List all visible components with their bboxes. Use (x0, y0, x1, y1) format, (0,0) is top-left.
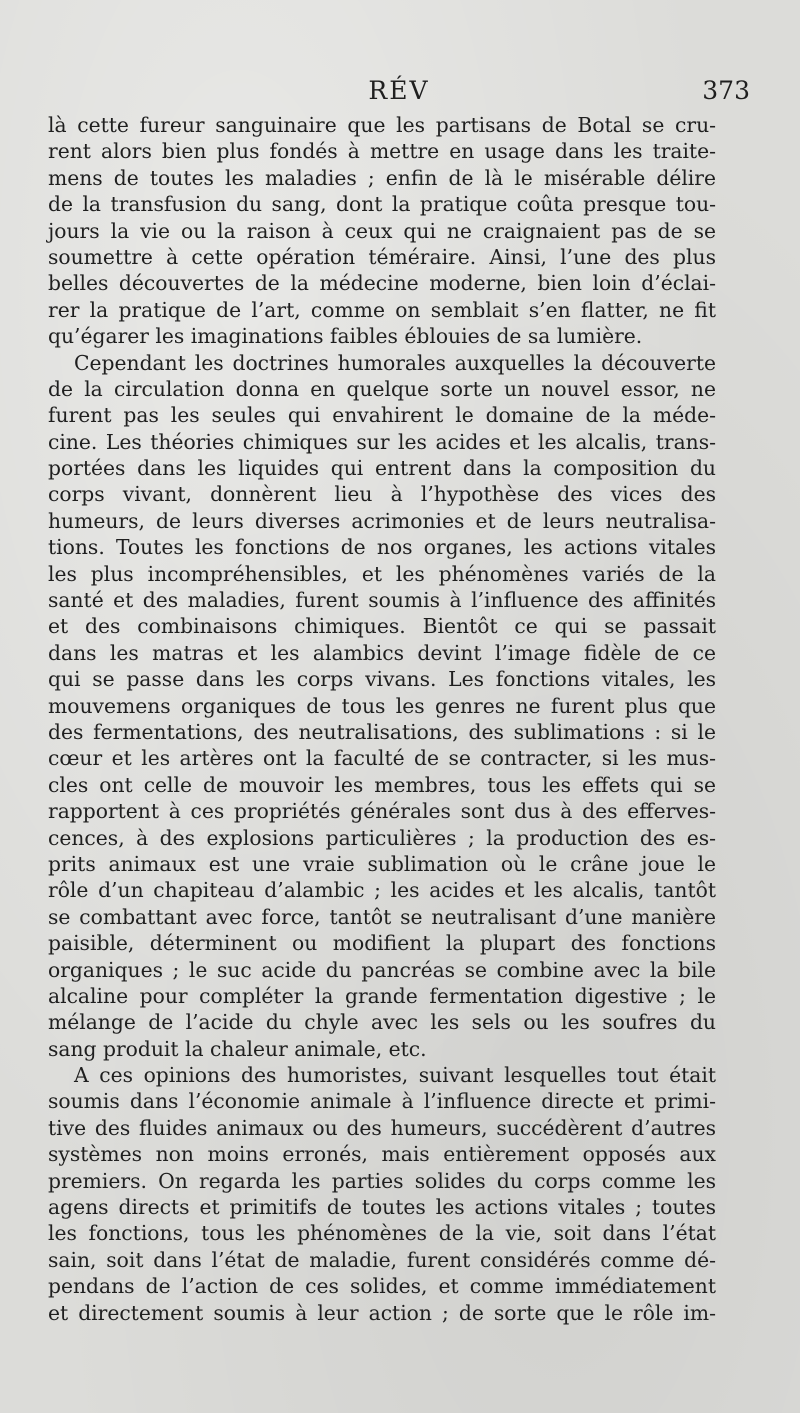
text-line: rent alors bien plus fondés à mettre en usage dans les traite- (48, 139, 716, 164)
text-line: humeurs, de leurs diverses acrimonies et de leurs neutralisa- (48, 508, 716, 533)
text-line: qu’égarer les imaginations faibles éblouies de sa lumière. (48, 324, 643, 349)
text-line: soumettre à cette opération téméraire. Ainsi, l’une des plus (48, 244, 716, 269)
text-line: agens directs et primitifs de toutes les actions vitales ; toutes (48, 1195, 716, 1220)
text-line: mens de toutes les maladies ; enfin de là le misérable délire (48, 165, 716, 190)
text-line: organiques ; le suc acide du pancréas se combine avec la bile (48, 957, 716, 982)
text-line: premiers. On regarda les parties solides du corps comme les (48, 1168, 716, 1193)
text-line: portées dans les liquides qui entrent dans la composition du (48, 456, 716, 481)
text-line: A ces opinions des humoristes, suivant lesquelles tout était (74, 1063, 716, 1088)
text-line: mélange de l’acide du chyle avec les sels ou les soufres du (48, 1010, 716, 1035)
text-line: cœur et les artères ont la faculté de se contracter, si les mus- (48, 746, 716, 771)
text-line: systèmes non moins erronés, mais entièrement opposés aux (48, 1142, 716, 1167)
text-line: pendans de l’action de ces solides, et comme immédiatement (48, 1274, 716, 1299)
text-line: qui se passe dans les corps vivans. Les fonctions vitales, les (48, 667, 716, 692)
page-number: 373 (702, 76, 750, 105)
text-line: des fermentations, des neutralisations, des sublimations : si le (48, 719, 716, 744)
text-line: se combattant avec force, tantôt se neutralisant d’une manière (48, 904, 716, 929)
text-line: belles découvertes de la médecine moderne, bien loin d’éclai- (48, 271, 716, 296)
text-line: furent pas les seules qui envahirent le domaine de la méde- (48, 403, 716, 428)
text-line: dans les matras et les alambics devint l’image fidèle de ce (48, 640, 716, 665)
text-line: soumis dans l’économie animale à l’influence directe et primi- (48, 1089, 716, 1114)
text-line: cine. Les théories chimiques sur les acides et les alcalis, trans- (48, 429, 716, 454)
text-line: tions. Toutes les fonctions de nos organes, les actions vitales (48, 535, 716, 560)
text-line: jours la vie ou la raison à ceux qui ne craignaient pas de se (48, 218, 716, 243)
text-line: cences, à des explosions particulières ; la production des es- (48, 825, 716, 850)
text-line: santé et des maladies, furent soumis à l’influence des affinités (48, 588, 716, 613)
text-line: corps vivant, donnèrent lieu à l’hypothèse des vices des (48, 482, 716, 507)
text-line: Cependant les doctrines humorales auxquelles la découverte (74, 350, 716, 375)
text-line: cles ont celle de mouvoir les membres, tous les effets qui se (48, 772, 716, 797)
page-header (48, 76, 750, 110)
text-line: alcaline pour compléter la grande fermentation digestive ; le (48, 983, 716, 1008)
text-line: les plus incompréhensibles, et les phénomènes variés de la (48, 561, 716, 586)
text-line: sain, soit dans l’état de maladie, furent considérés comme dé- (48, 1247, 716, 1272)
text-line: rer la pratique de l’art, comme on semblait s’en flatter, ne fit (48, 297, 716, 322)
text-line: de la circulation donna en quelque sorte un nouvel essor, ne (48, 376, 716, 401)
text-line: et des combinaisons chimiques. Bientôt ce qui se passait (48, 614, 716, 639)
text-line: paisible, déterminent ou modifient la plupart des fonctions (48, 931, 716, 956)
running-head: RÉV (368, 76, 430, 105)
text-line: là cette fureur sanguinaire que les partisans de Botal se cru- (48, 113, 716, 137)
text-line: rapportent à ces propriétés générales sont dus à des efferves- (48, 799, 716, 824)
text-line: mouvemens organiques de tous les genres ne furent plus que (48, 693, 716, 718)
text-line: prits animaux est une vraie sublimation où le crâne joue le (48, 851, 716, 876)
text-line: sang produit la chaleur animale, etc. (48, 1036, 427, 1061)
text-line: rôle d’un chapiteau d’alambic ; les acides et les alcalis, tantôt (48, 878, 716, 903)
text-line: tive des fluides animaux ou des humeurs, succédèrent d’autres (48, 1115, 716, 1140)
text-line: les fonctions, tous les phénomènes de la vie, soit dans l’état (48, 1221, 716, 1246)
body-text (48, 112, 716, 1326)
text-line: et directement soumis à leur action ; de sorte que le rôle im- (48, 1300, 716, 1325)
text-line: de la transfusion du sang, dont la pratique coûta presque tou- (48, 192, 716, 217)
